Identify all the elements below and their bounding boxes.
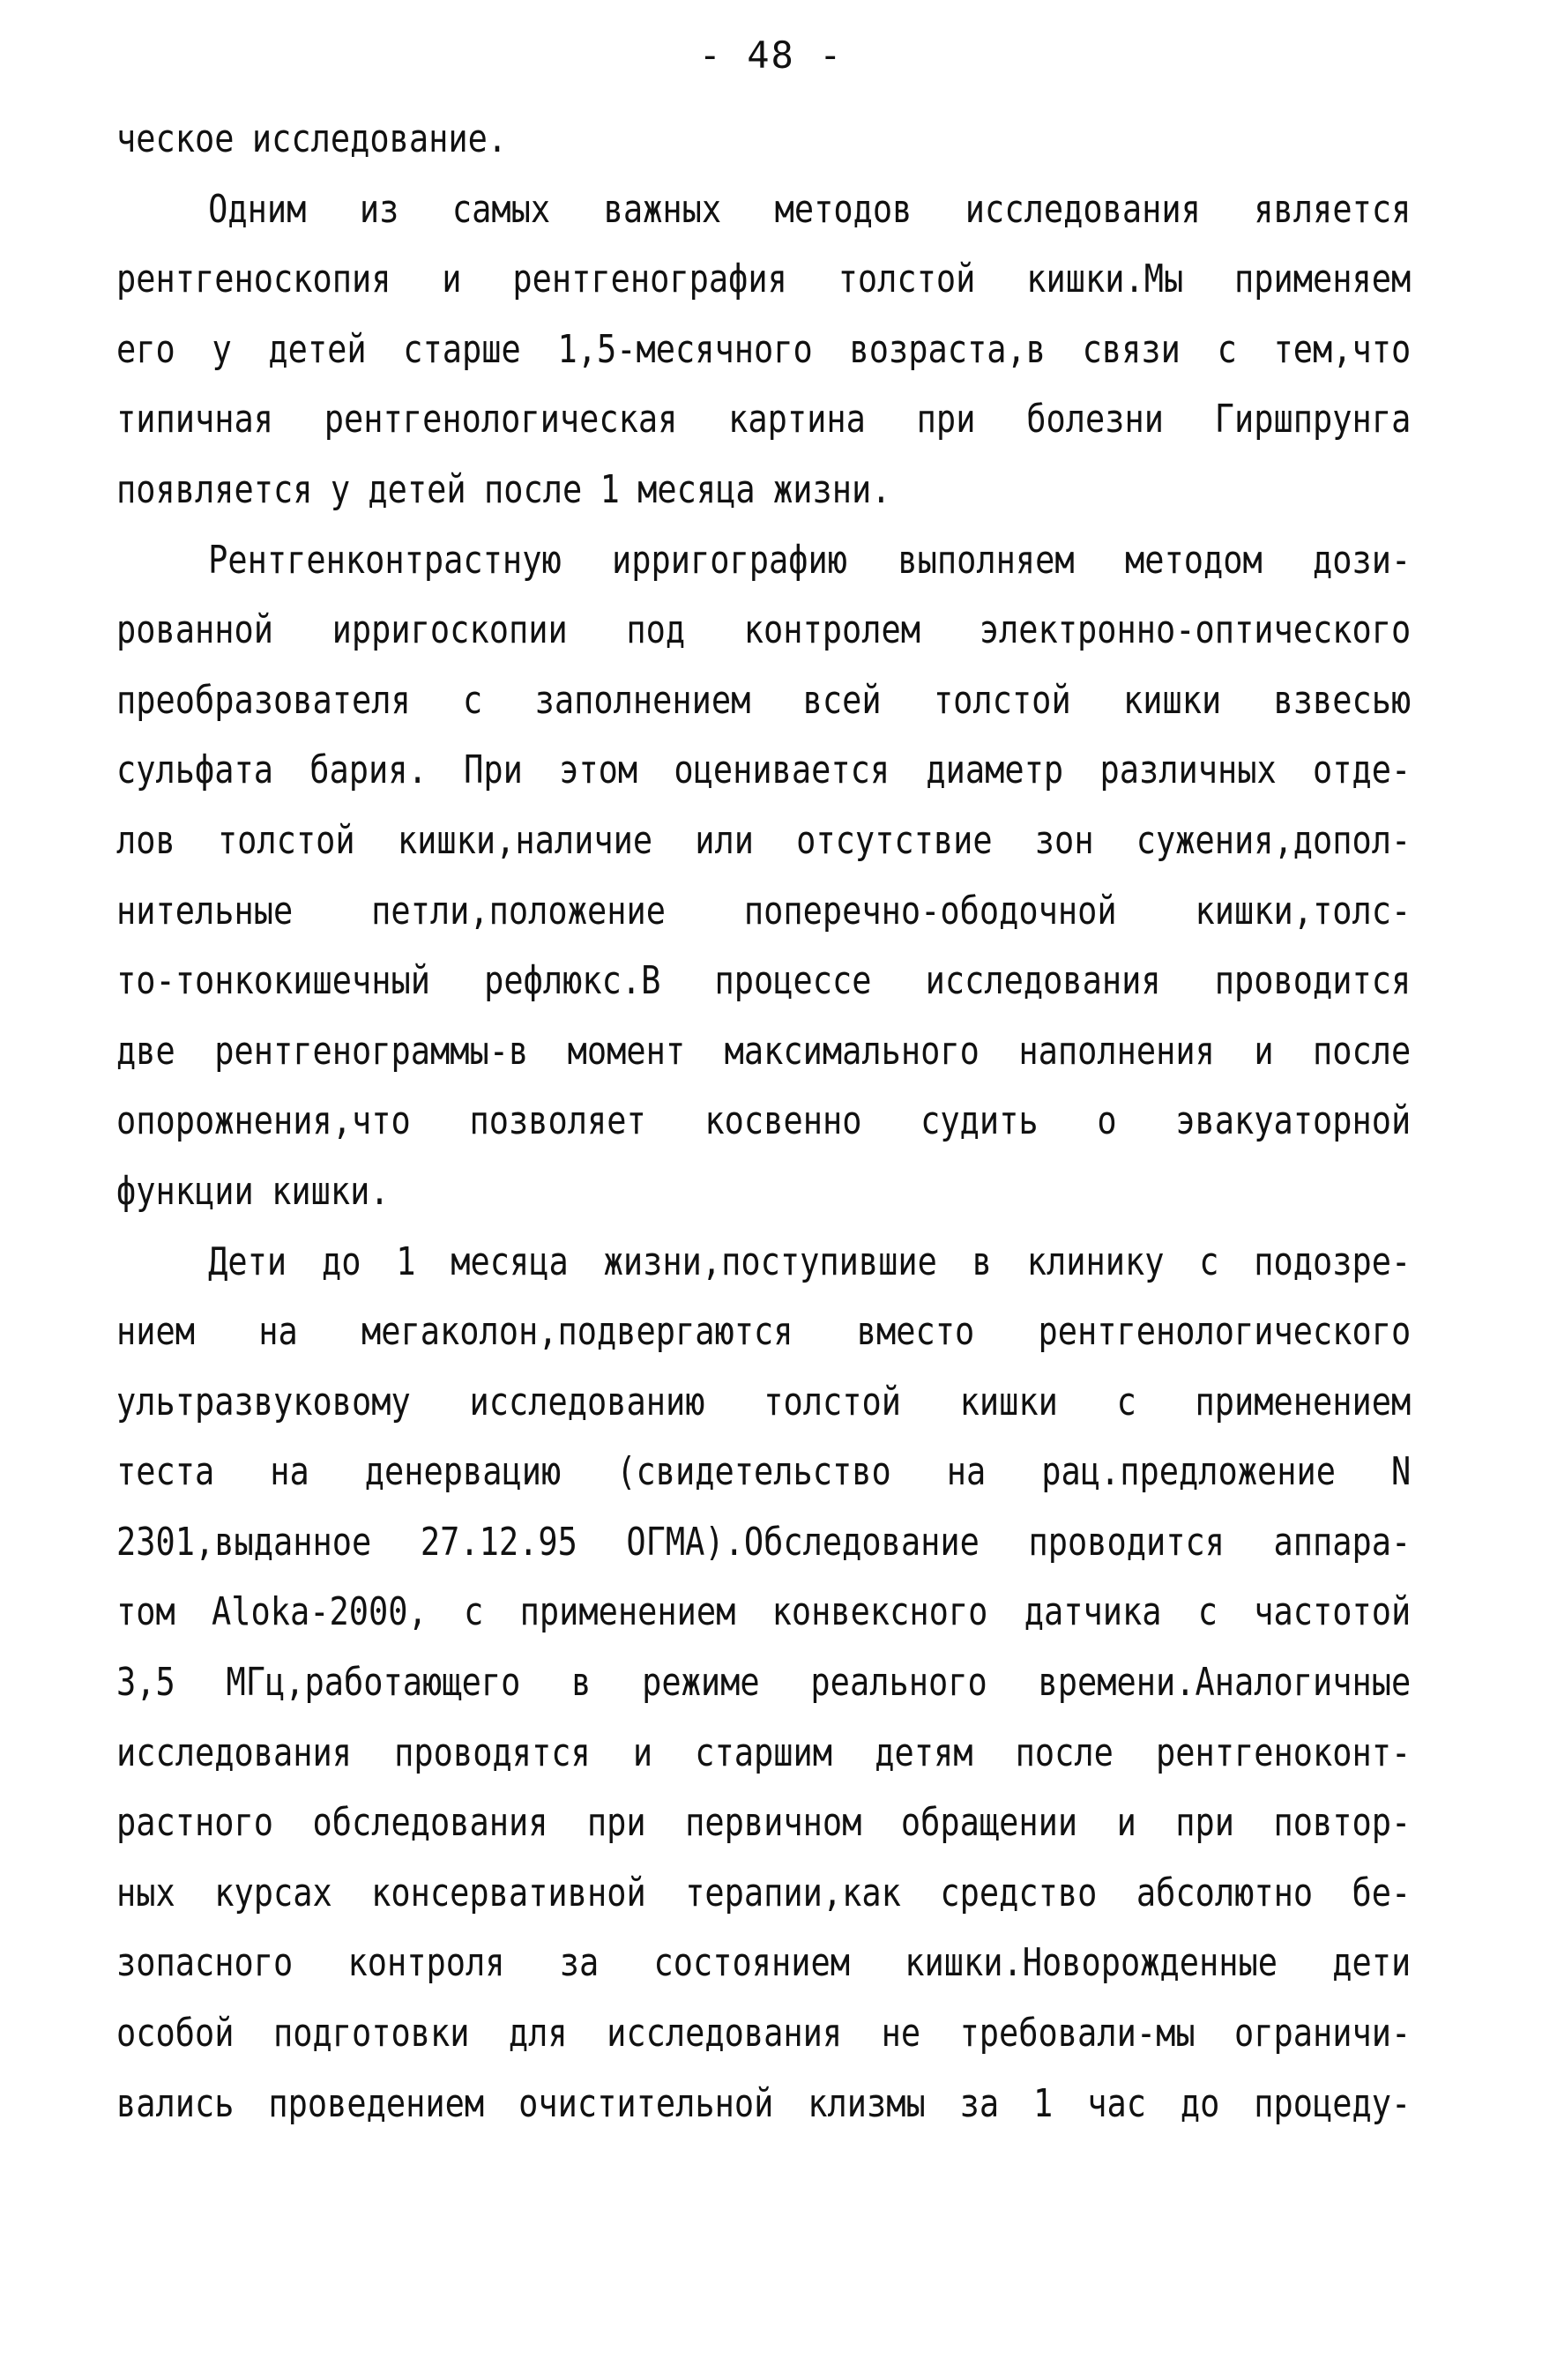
text-line: преобразователя с заполнением всей толстой кишки взвесью [116, 677, 1412, 723]
text-line: две рентгенограммы-в момент максимального наполнения и после [116, 1028, 1412, 1074]
text-line: особой подготовки для исследования не требовали-мы ограничи- [116, 2011, 1412, 2056]
text-line: Одним из самых важных методов исследования является [208, 186, 1412, 232]
body-text [116, 104, 1411, 2138]
text-line: функции кишки. [116, 1168, 390, 1214]
text-line: появляется у детей после 1 месяца жизни. [116, 466, 891, 512]
text-line: то-тонкокишечный рефлюкс.В процессе исследования проводится [116, 958, 1412, 1004]
text-line: его у детей старше 1,5-месячного возраста,в связи с тем,что [116, 326, 1412, 372]
text-line: ческое исследование. [116, 116, 508, 161]
page-number: - 48 - [698, 33, 844, 77]
text-line: ультразвуковому исследованию толстой кишки с применением [116, 1379, 1412, 1424]
text-line: растного обследования при первичном обращении и при повтор- [116, 1800, 1412, 1846]
text-line: теста на денервацию (свидетельство на рац.предложение N [116, 1449, 1412, 1495]
text-line: типичная рентгенологическая картина при болезни Гиршпрунга [116, 397, 1412, 443]
text-line: Дети до 1 месяца жизни,поступившие в клинику с подозре- [208, 1238, 1412, 1284]
text-line: сульфата бария. При этом оценивается диаметр различных отде- [116, 747, 1412, 793]
text-line: исследования проводятся и старшим детям после рентгеноконт- [116, 1729, 1412, 1775]
text-line: нием на мегаколон,подвергаются вместо рентгенологического [116, 1309, 1412, 1355]
text-line: рентгеноскопия и рентгенография толстой кишки.Мы применяем [116, 257, 1412, 302]
text-line: 2301,выданное 27.12.95 ОГМА).Обследование проводится аппара- [116, 1519, 1412, 1565]
text-line: ных курсах консервативной терапии,как средство абсолютно бе- [116, 1870, 1412, 1915]
text-line: рованной ирригоскопии под контролем электронно-оптического [116, 607, 1412, 653]
text-line: зопасного контроля за состоянием кишки.Новорожденные дети [116, 1940, 1412, 1986]
text-line: Рентгенконтрастную ирригографию выполняем методом дози- [208, 537, 1412, 583]
text-line: том Aloka-2000, с применением конвексного датчика с частотой [116, 1589, 1412, 1635]
text-line: 3,5 МГц,работающего в режиме реального времени.Аналогичные [116, 1660, 1412, 1706]
text-line: опорожнения,что позволяет косвенно судить о эвакуаторной [116, 1098, 1412, 1144]
text-line: лов толстой кишки,наличие или отсутствие зон сужения,допол- [116, 817, 1412, 863]
text-line: вались проведением очистительной клизмы за 1 час до процеду- [116, 2080, 1412, 2126]
text-line: нительные петли,положение поперечно-ободочной кишки,толс- [116, 888, 1412, 933]
